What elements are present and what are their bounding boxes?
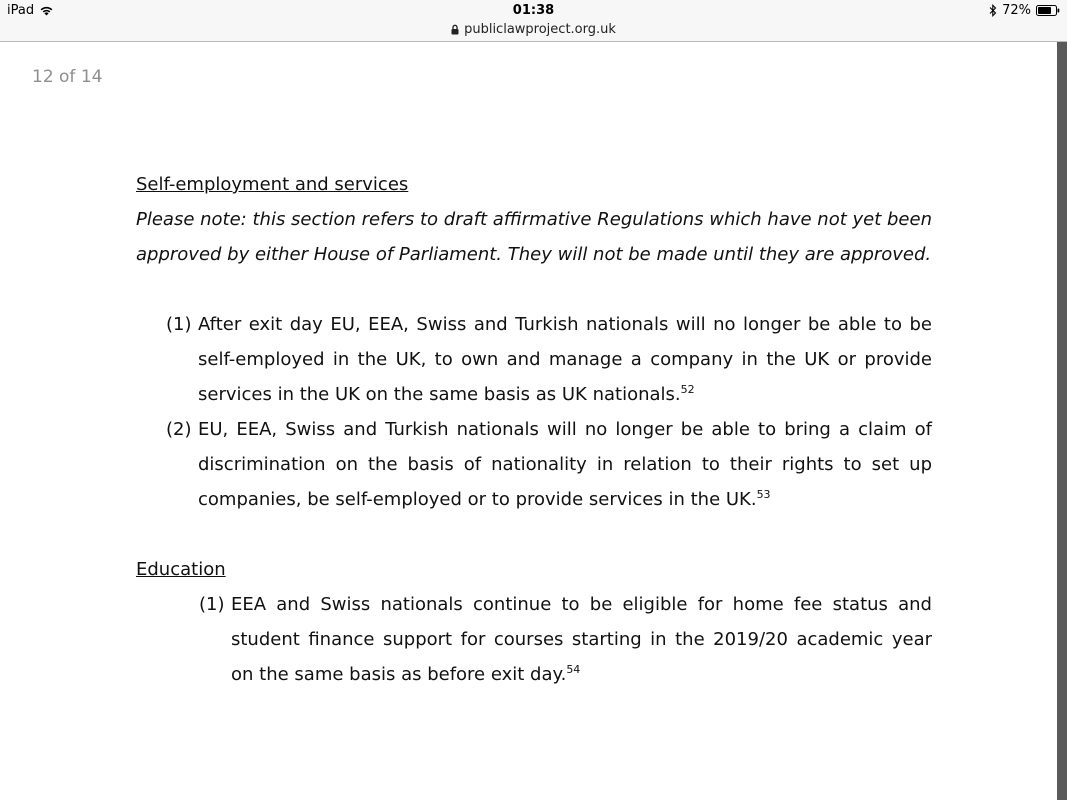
lock-icon <box>451 24 459 35</box>
item-text <box>198 412 932 517</box>
scroll-edge <box>1057 42 1067 800</box>
item-text <box>231 587 932 692</box>
document-content <box>136 167 932 692</box>
page-counter: 12 of 14 <box>32 67 103 87</box>
clock: 01:38 <box>512 3 555 18</box>
item-number: (1) <box>199 594 225 615</box>
item-number: (1) <box>166 314 192 335</box>
document-viewport[interactable] <box>0 42 1067 800</box>
battery-icon <box>1036 5 1060 16</box>
document-page <box>0 42 1057 800</box>
section-heading-education: Education <box>136 559 226 580</box>
self-employment-list <box>136 307 932 517</box>
device-name: iPad <box>7 3 35 18</box>
list-item <box>136 587 932 692</box>
education-list <box>136 587 932 692</box>
bluetooth-icon <box>989 4 997 17</box>
battery-percent: 72% <box>1002 3 1031 18</box>
section-heading-self-employment: Self-employment and services <box>136 174 409 195</box>
list-item <box>136 412 932 517</box>
list-item <box>136 307 932 412</box>
section-note: Please note: this section refers to draft affirmative Regulations which have not yet been approved by either House of Parliament. They will not be made until they are approved. <box>136 209 932 265</box>
address-bar[interactable] <box>451 21 616 38</box>
footnote-ref: 54 <box>566 663 581 676</box>
item-text <box>198 307 932 412</box>
spacer <box>136 517 932 552</box>
status-right <box>989 3 1060 18</box>
item-body: EEA and Swiss nationals continue to be eligible for home fee status and student finance support for courses starting in the 2019/20 academic year on the same basis as before exit day. <box>231 594 932 685</box>
item-body: EU, EEA, Swiss and Turkish nationals will no longer be able to bring a claim of discrimination on the basis of nationality in relation to their rights to set up companies, be self-employed or to provide services in the UK. <box>198 419 932 510</box>
item-number: (2) <box>166 419 192 440</box>
status-center <box>0 3 1067 39</box>
status-bar <box>0 0 1067 42</box>
item-body: After exit day EU, EEA, Swiss and Turkish nationals will no longer be able to be self-employed in the UK, to own and manage a company in the UK or provide services in the UK on the same basis as UK nationals. <box>198 314 932 405</box>
spacer <box>136 272 932 307</box>
footnote-ref: 53 <box>756 488 771 501</box>
url-text: publiclawproject.org.uk <box>464 22 616 37</box>
footnote-ref: 52 <box>680 383 695 396</box>
